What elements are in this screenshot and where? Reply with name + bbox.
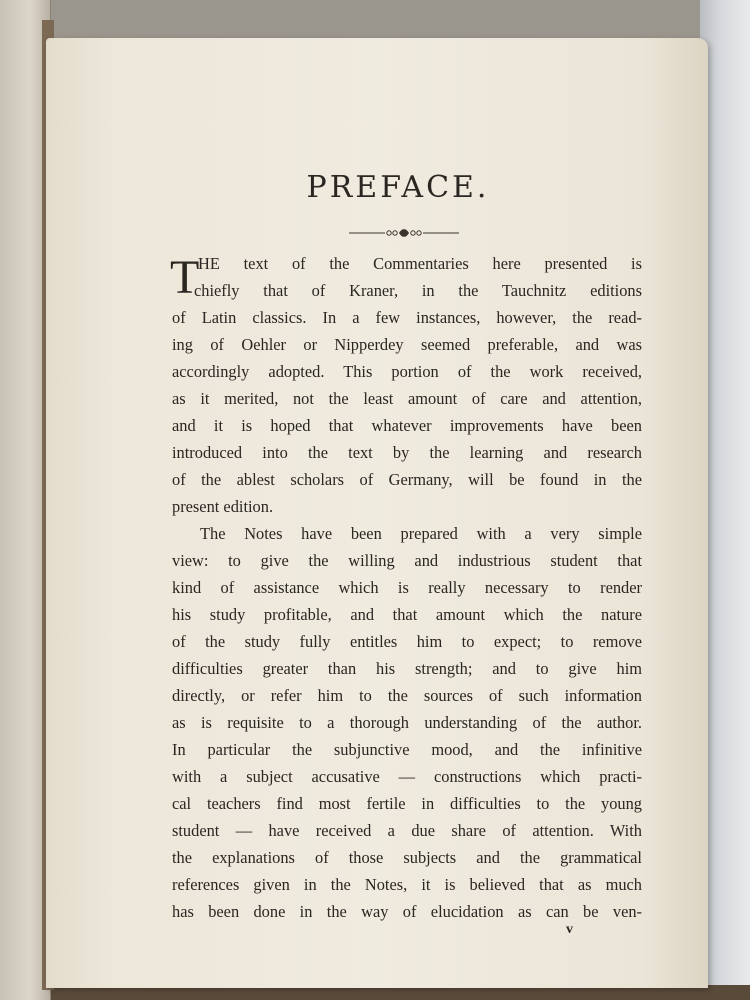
text-line: directly, or refer him to the sources of such information xyxy=(172,686,642,705)
page-number: v xyxy=(566,922,573,937)
text-line: accordingly adopted. This portion of the work received, xyxy=(172,362,642,381)
text-line: kind of assistance which is really necessary to render xyxy=(172,578,642,597)
text-line: of the study fully entitles him to expect; to remove xyxy=(172,632,642,651)
text-line: his study profitable, and that amount which the nature xyxy=(172,605,642,624)
text-line: as it merited, not the least amount of care and attention, xyxy=(172,389,642,408)
text-line: and it is hoped that whatever improvements have been xyxy=(172,416,642,435)
text-line: student — have received a due share of attention. With xyxy=(172,821,642,840)
text-line: chiefly that of Kraner, in the Tauchnitz editions xyxy=(194,281,642,300)
drop-cap: T xyxy=(170,251,200,304)
body-text xyxy=(172,250,642,925)
text-line: difficulties greater than his strength; and to give him xyxy=(172,659,642,678)
text-line: the explanations of those subjects and the grammatical xyxy=(172,848,642,867)
text-line: has been done in the way of elucidation as can be ven- xyxy=(172,902,642,921)
text-line: references given in the Notes, it is believed that as much xyxy=(172,875,642,894)
text-line: In particular the subjunctive mood, and the infinitive xyxy=(172,740,642,759)
ornament-divider-icon xyxy=(349,226,459,240)
text-line: introduced into the text by the learning and research xyxy=(172,443,642,462)
text-line: view: to give the willing and industrious student that xyxy=(172,551,642,570)
page-title: PREFACE. xyxy=(306,170,490,205)
text-line: ing of Oehler or Nipperdey seemed preferable, and was xyxy=(172,335,642,354)
text-line: with a subject accusative — constructions which practi- xyxy=(172,767,642,786)
text-line: as is requisite to a thorough understanding of the author. xyxy=(172,713,642,732)
text-line: HE text of the Commentaries here presented is xyxy=(198,254,642,273)
text-line: of Latin classics. In a few instances, however, the read- xyxy=(172,308,642,327)
text-line: of the ablest scholars of Germany, will be found in the xyxy=(172,470,642,489)
text-line: The Notes have been prepared with a very simple xyxy=(200,524,642,543)
text-line: present edition. xyxy=(172,497,274,516)
text-line: cal teachers find most fertile in difficulties to the young xyxy=(172,794,642,813)
